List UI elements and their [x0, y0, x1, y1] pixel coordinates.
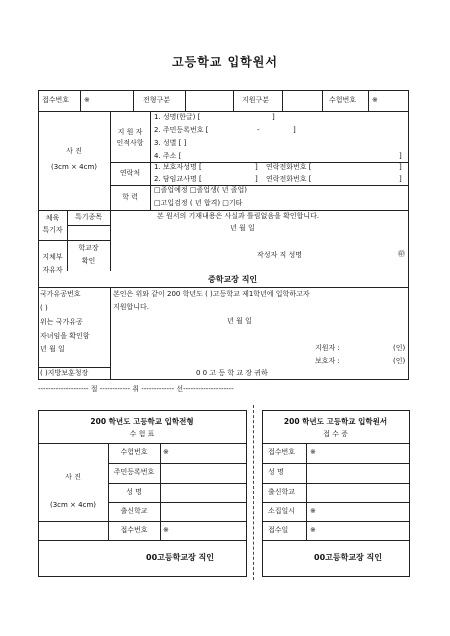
middle-school-principal-seal: 중학교장 직인: [208, 275, 258, 284]
separate-label: 지체부: [42, 253, 63, 261]
receipt-subtitle: 접 수 증: [323, 430, 348, 438]
receipt-row-label: 접수번호: [268, 448, 296, 456]
cut-line: -------------------- 절 ------------ 취 ------------- 선--------------------: [38, 385, 234, 393]
applicant-sign-label: 지원자 :: [315, 344, 340, 352]
education-exam-checkboxes[interactable]: □고입검정 ( 년 합격) □기타: [154, 199, 243, 207]
ticket-principal-seal: 00고등학교장 직인: [146, 553, 215, 562]
seal-icon: ㊞: [398, 250, 405, 258]
education-status-checkboxes[interactable]: □졸업예정 □졸업생( 년 졸업): [154, 186, 247, 194]
application-type-label: 지원구분: [242, 96, 270, 104]
applicant-section-label: 지 원 자: [117, 128, 143, 136]
page-title: 고등학교 입학원서: [172, 55, 278, 69]
receipt-principal-seal: 00고등학교장 직인: [314, 553, 383, 562]
ticket-row-label: 주민등록번호: [113, 468, 155, 476]
ticket-exam-number-field[interactable]: ※: [163, 448, 169, 456]
certify-statement: 본 원서의 기재내용은 사실과 틀림없음을 확인합니다.: [157, 212, 320, 220]
name-field[interactable]: 1. 성명(한글) [: [154, 113, 201, 121]
veteran-text-2: 자녀임을 확인함: [40, 332, 90, 340]
sports-label-2: 특기자: [42, 226, 63, 234]
address-field[interactable]: 4. 주소 [: [154, 152, 182, 160]
school-confirm-label: 학교장: [78, 244, 99, 252]
photo-size: (3cm × 4cm): [50, 163, 98, 171]
ticket-title: 200 학년도 고등학교 입학전형: [90, 417, 194, 426]
veteran-text: 위는 국가유공: [40, 318, 83, 326]
applicant-section-label-2: 인적사항: [116, 139, 144, 147]
veteran-office: ( )지방보훈청장: [40, 369, 89, 377]
sports-label: 체육: [45, 214, 60, 222]
receipt-number-field[interactable]: ※: [310, 448, 316, 456]
cut-divider: [253, 405, 254, 580]
contact-section-label: 연락처: [119, 169, 141, 177]
bracket: ]: [399, 175, 402, 183]
separate-label-2: 자유자: [42, 266, 63, 274]
veteran-number-label: 국가유공번호: [40, 290, 81, 298]
guardian-name-field[interactable]: 1. 보호자성명 [: [154, 163, 202, 171]
sports-item-label: 특기종목: [74, 213, 103, 221]
bracket: ]: [399, 152, 402, 160]
bracket: ]: [272, 113, 275, 121]
receipt-row-label: 성 명: [268, 468, 284, 476]
ticket-photo-label: 사 진: [65, 473, 81, 481]
bracket: ]: [255, 163, 258, 171]
bracket: ]: [293, 126, 296, 134]
rrn-field[interactable]: 2. 주민등록번호 [: [154, 126, 209, 134]
receipt-number-label: 접수번호: [42, 96, 70, 104]
bracket: ]: [255, 175, 258, 183]
sex-field[interactable]: 3. 성별 [ ]: [154, 139, 187, 147]
veteran-number-field[interactable]: ( ): [40, 304, 48, 312]
guardian-seal[interactable]: (인): [393, 357, 406, 365]
teacher-phone-field[interactable]: 연락전화번호 [: [266, 175, 312, 183]
application-statement: 본인은 위와 같이 200 학년도 ( )고등학교 제1학년에 입학하고자: [113, 290, 310, 298]
receipt-date-field[interactable]: ※: [310, 507, 316, 515]
receipt-title: 200 학년도 고등학교 입학원서: [283, 417, 388, 426]
school-confirm-label-2: 확인: [81, 257, 96, 265]
guardian-phone-field[interactable]: 연락전화번호 [: [266, 163, 312, 171]
photo-label: 사 진: [66, 147, 82, 155]
ticket-row-label: 출신학교: [120, 507, 148, 515]
ticket-row-label: 접수번호: [120, 526, 148, 534]
bracket: ]: [399, 163, 402, 171]
ticket-row-label: 성 명: [126, 488, 142, 496]
rrn-dash: -: [257, 126, 260, 134]
certify-date[interactable]: 년 월 일: [230, 224, 255, 232]
exam-number-label: 수험번호: [329, 96, 357, 104]
veteran-date[interactable]: 년 월 일: [40, 345, 65, 353]
ticket-subtitle: 수 험 표: [129, 430, 155, 438]
applicant-seal[interactable]: (인): [393, 344, 406, 352]
teacher-name-field[interactable]: 2. 담임교사명 [: [154, 175, 202, 183]
writer-position-name[interactable]: 작성자 직 성명: [257, 251, 303, 259]
guardian-sign-label: 보호자 :: [315, 357, 340, 365]
ticket-row-label: 수험번호: [120, 448, 148, 456]
receipt-row-label: 접수일: [268, 526, 289, 534]
receipt-day-field[interactable]: ※: [310, 526, 316, 534]
receipt-number-field[interactable]: ※: [84, 96, 90, 104]
education-section-label: 학 력: [122, 193, 138, 201]
receipt-row-label: 소집일시: [268, 507, 296, 515]
exam-number-field[interactable]: ※: [372, 96, 378, 104]
receipt-row-label: 출신학교: [268, 488, 296, 496]
ticket-photo-size: (3cm × 4cm): [49, 501, 97, 509]
addressee: 0 0 고 등 학 교 장 귀하: [196, 369, 268, 377]
admission-type-label: 전형구분: [143, 96, 171, 104]
ticket-receipt-number-field[interactable]: ※: [163, 526, 169, 534]
application-statement-2: 지원합니다.: [113, 303, 150, 311]
application-date[interactable]: 년 월 일: [227, 317, 252, 325]
